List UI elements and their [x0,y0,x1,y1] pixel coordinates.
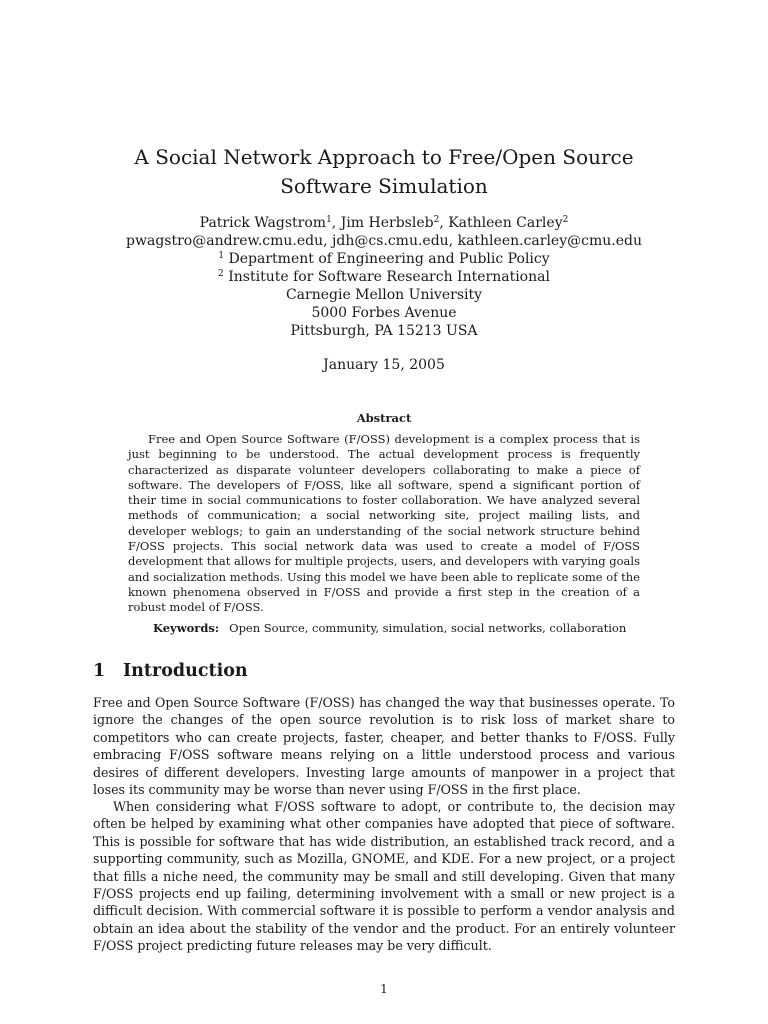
author-emails: pwagstro@andrew.cmu.edu, jdh@cs.cmu.edu, kathleen.carley@cmu.edu [126,233,642,249]
affiliation-mark: 1 [218,251,225,261]
keywords-text: Open Source, community, simulation, social networks, collaboration [229,621,627,635]
paper-date: January 15, 2005 [323,357,445,373]
section-heading [93,659,248,683]
address-line: Pittsburgh, PA 15213 USA [290,323,478,339]
section-title: Introduction [123,661,248,681]
body-paragraph: Free and Open Source Software (F/OSS) has changed the way that businesses operate. To ignore the changes of the open source revolution is to risk loss of market share to competitors who can create projects, faster, cheaper, and better thanks to F/OSS. Fully embracing F/OSS software means relying on a little understood process and various desires of different developers. Investing large amounts of manpower in a project that loses its community may be worse than never using F/OSS in the first place. [93,695,675,798]
author-name: Jim Herbsleb [340,215,434,231]
author-affiliation-mark: 1 [326,215,332,225]
author-list: Patrick Wagstrom$^1$, Jim Herbsleb$^2$, Kathleen Carley$^2$ [199,215,569,231]
page-number: 1 [380,982,388,996]
author-affiliation-mark: 2 [433,215,440,225]
affiliation-text: Department of Engineering and Public Policy [228,251,550,267]
affiliation-mark: 2 [218,269,224,279]
keywords-line [153,620,653,636]
section-number: 1 [93,661,106,681]
body-paragraph: When considering what F/OSS software to adopt, or contribute to, the decision may often be helped by examining what other companies have adopted that piece of software. This is possible for software that has wide distribution, an established track record, and a supporting community, such as Mozilla, GNOME, and KDE. For a new project, or a project that fills a niche need, the community may be small and still developing. Given that many F/OSS projects end up failing, determining involvement with a small or new project is a difficult decision. With commercial software it is possible to perform a vendor analysis and obtain an idea about the stability of the vendor and the product. For an entirely volunteer F/OSS project predicting future releases may be very difficult. [93,799,675,954]
address-line: Carnegie Mellon University [285,287,483,303]
paper-title: A Social Network Approach to Free/Open Source Software Simulation [134,145,634,198]
address-line: 5000 Forbes Avenue [311,305,457,321]
affiliation-text: Institute for Software Research International [228,269,550,285]
affiliation-line [100,268,668,286]
author-name: Patrick Wagstrom [199,215,327,231]
author-name: Kathleen Carley [448,215,563,231]
author-affiliation-mark: 2 [562,215,569,225]
author-block [100,214,668,340]
keywords-label: Keywords: [153,621,220,635]
affiliation-line [100,250,668,268]
abstract-text: Free and Open Source Software (F/OSS) development is a complex process that is just beginning to be understood. The actual development process is frequently characterized as disparate volunteer developers collaborating to make a piece of software. The developers of F/OSS, like all software, spend a significant portion of their time in social communications to foster collaboration. We have analyzed several methods of communication; a social networking site, project mailing lists, and developer weblogs; to gain an understanding of the social network structure behind F/OSS projects. This social network data was used to create a model of F/OSS development that allows for multiple projects, users, and developers with varying goals and socialization methods. Using this model we have been able to replicate some of the known phenomena observed in F/OSS and provide a first step in the creation of a robust model of F/OSS. [128,432,640,615]
abstract-heading: Abstract [356,411,412,425]
